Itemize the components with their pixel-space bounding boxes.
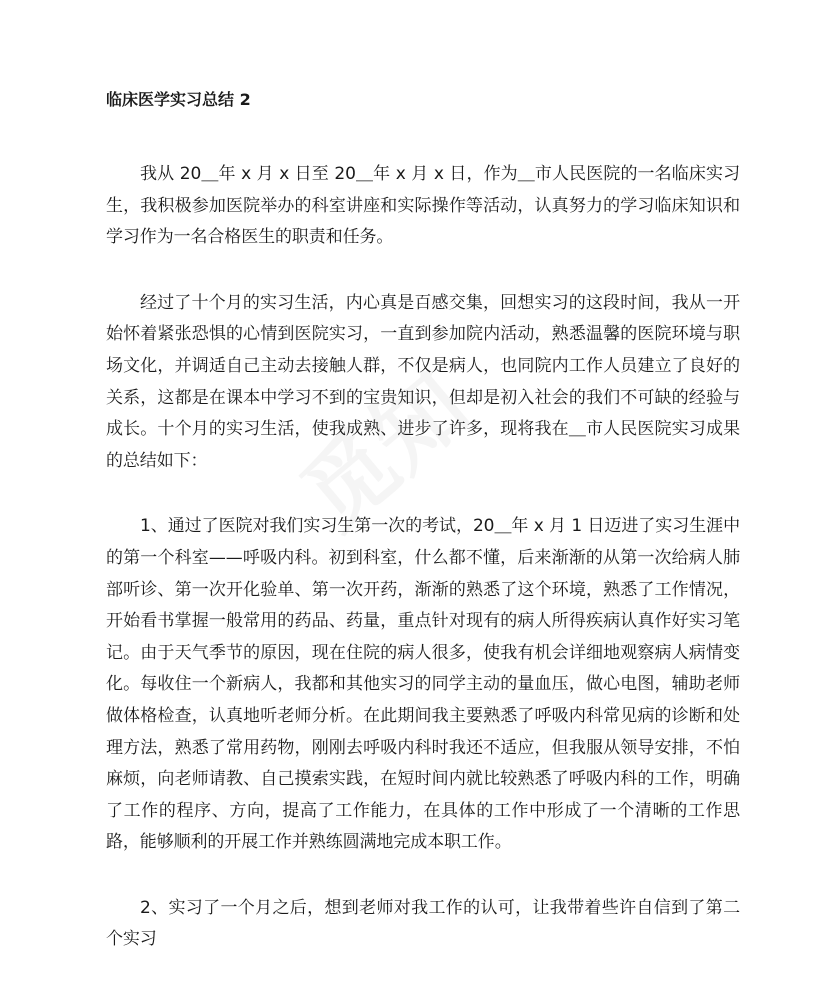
paragraph-reflection: 经过了十个月的实习生活，内心真是百感交集，回想实习的这段时间，我从一开始怀着紧张恐惧的心情到医院实习，一直到参加院内活动，熟悉温馨的医院环境与职场文化，并调适自己主动去接触人群，不仅是病人，也同院内工作人员建立了良好的关系，这都是在课本中学习不到的宝贵知识，但却是初入社会的我们不可缺的经验与成长。十个月的实习生活，使我成熟、进步了许多，现将我在＿市人民医院实习成果的总结如下： — [106, 292, 740, 471]
document-page — [106, 86, 740, 990]
paragraph-section-1: 1、通过了医院对我们实习生第一次的考试，20＿年 x 月 1 日迈进了实习生涯中的第一个科室——呼吸内科。初到科室，什么都不懂，后来渐渐的从第一次给病人肺部听诊、第一次开化验单、第一次开药，渐渐的熟悉了这个环境，熟悉了工作情况，开始看书掌握一般常用的药品、药量，重点针对现有的病人所得疾病认真作好实习笔记。由于天气季节的原因，现在住院的病人很多，使我有机会详细地观察病人病情变化。每收住一个新病人，我都和其他实习的同学主动的量血压，做心电图，辅助老师做体格检查，认真地听老师分析。在此期间我主要熟悉了呼吸内科常见病的诊断和处理方法，熟悉了常用药物，刚刚去呼吸内科时我还不适应，但我服从领导安排，不怕麻烦，向老师请教、自己摸索实践，在短时间内就比较熟悉了呼吸内科的工作，明确了工作的程序、方向，提高了工作能力，在具体的工作中形成了一个清晰的工作思路，能够顺利的开展工作并熟练圆满地完成本职工作。 — [106, 516, 740, 853]
paragraph-intro: 我从 20＿年 x 月 x 日至 20＿年 x 月 x 日，作为＿市人民医院的一名临床实习生，我积极参加医院举办的科室讲座和实际操作等活动，认真努力的学习临床知识和学习作为一名合格医生的职责和任务。 — [106, 164, 740, 248]
document-title: 临床医学实习总结 2 — [106, 90, 251, 109]
paragraph-section-2: 2、实习了一个月之后，想到老师对我工作的认可，让我带着些许自信到了第二个实习 — [106, 897, 740, 950]
